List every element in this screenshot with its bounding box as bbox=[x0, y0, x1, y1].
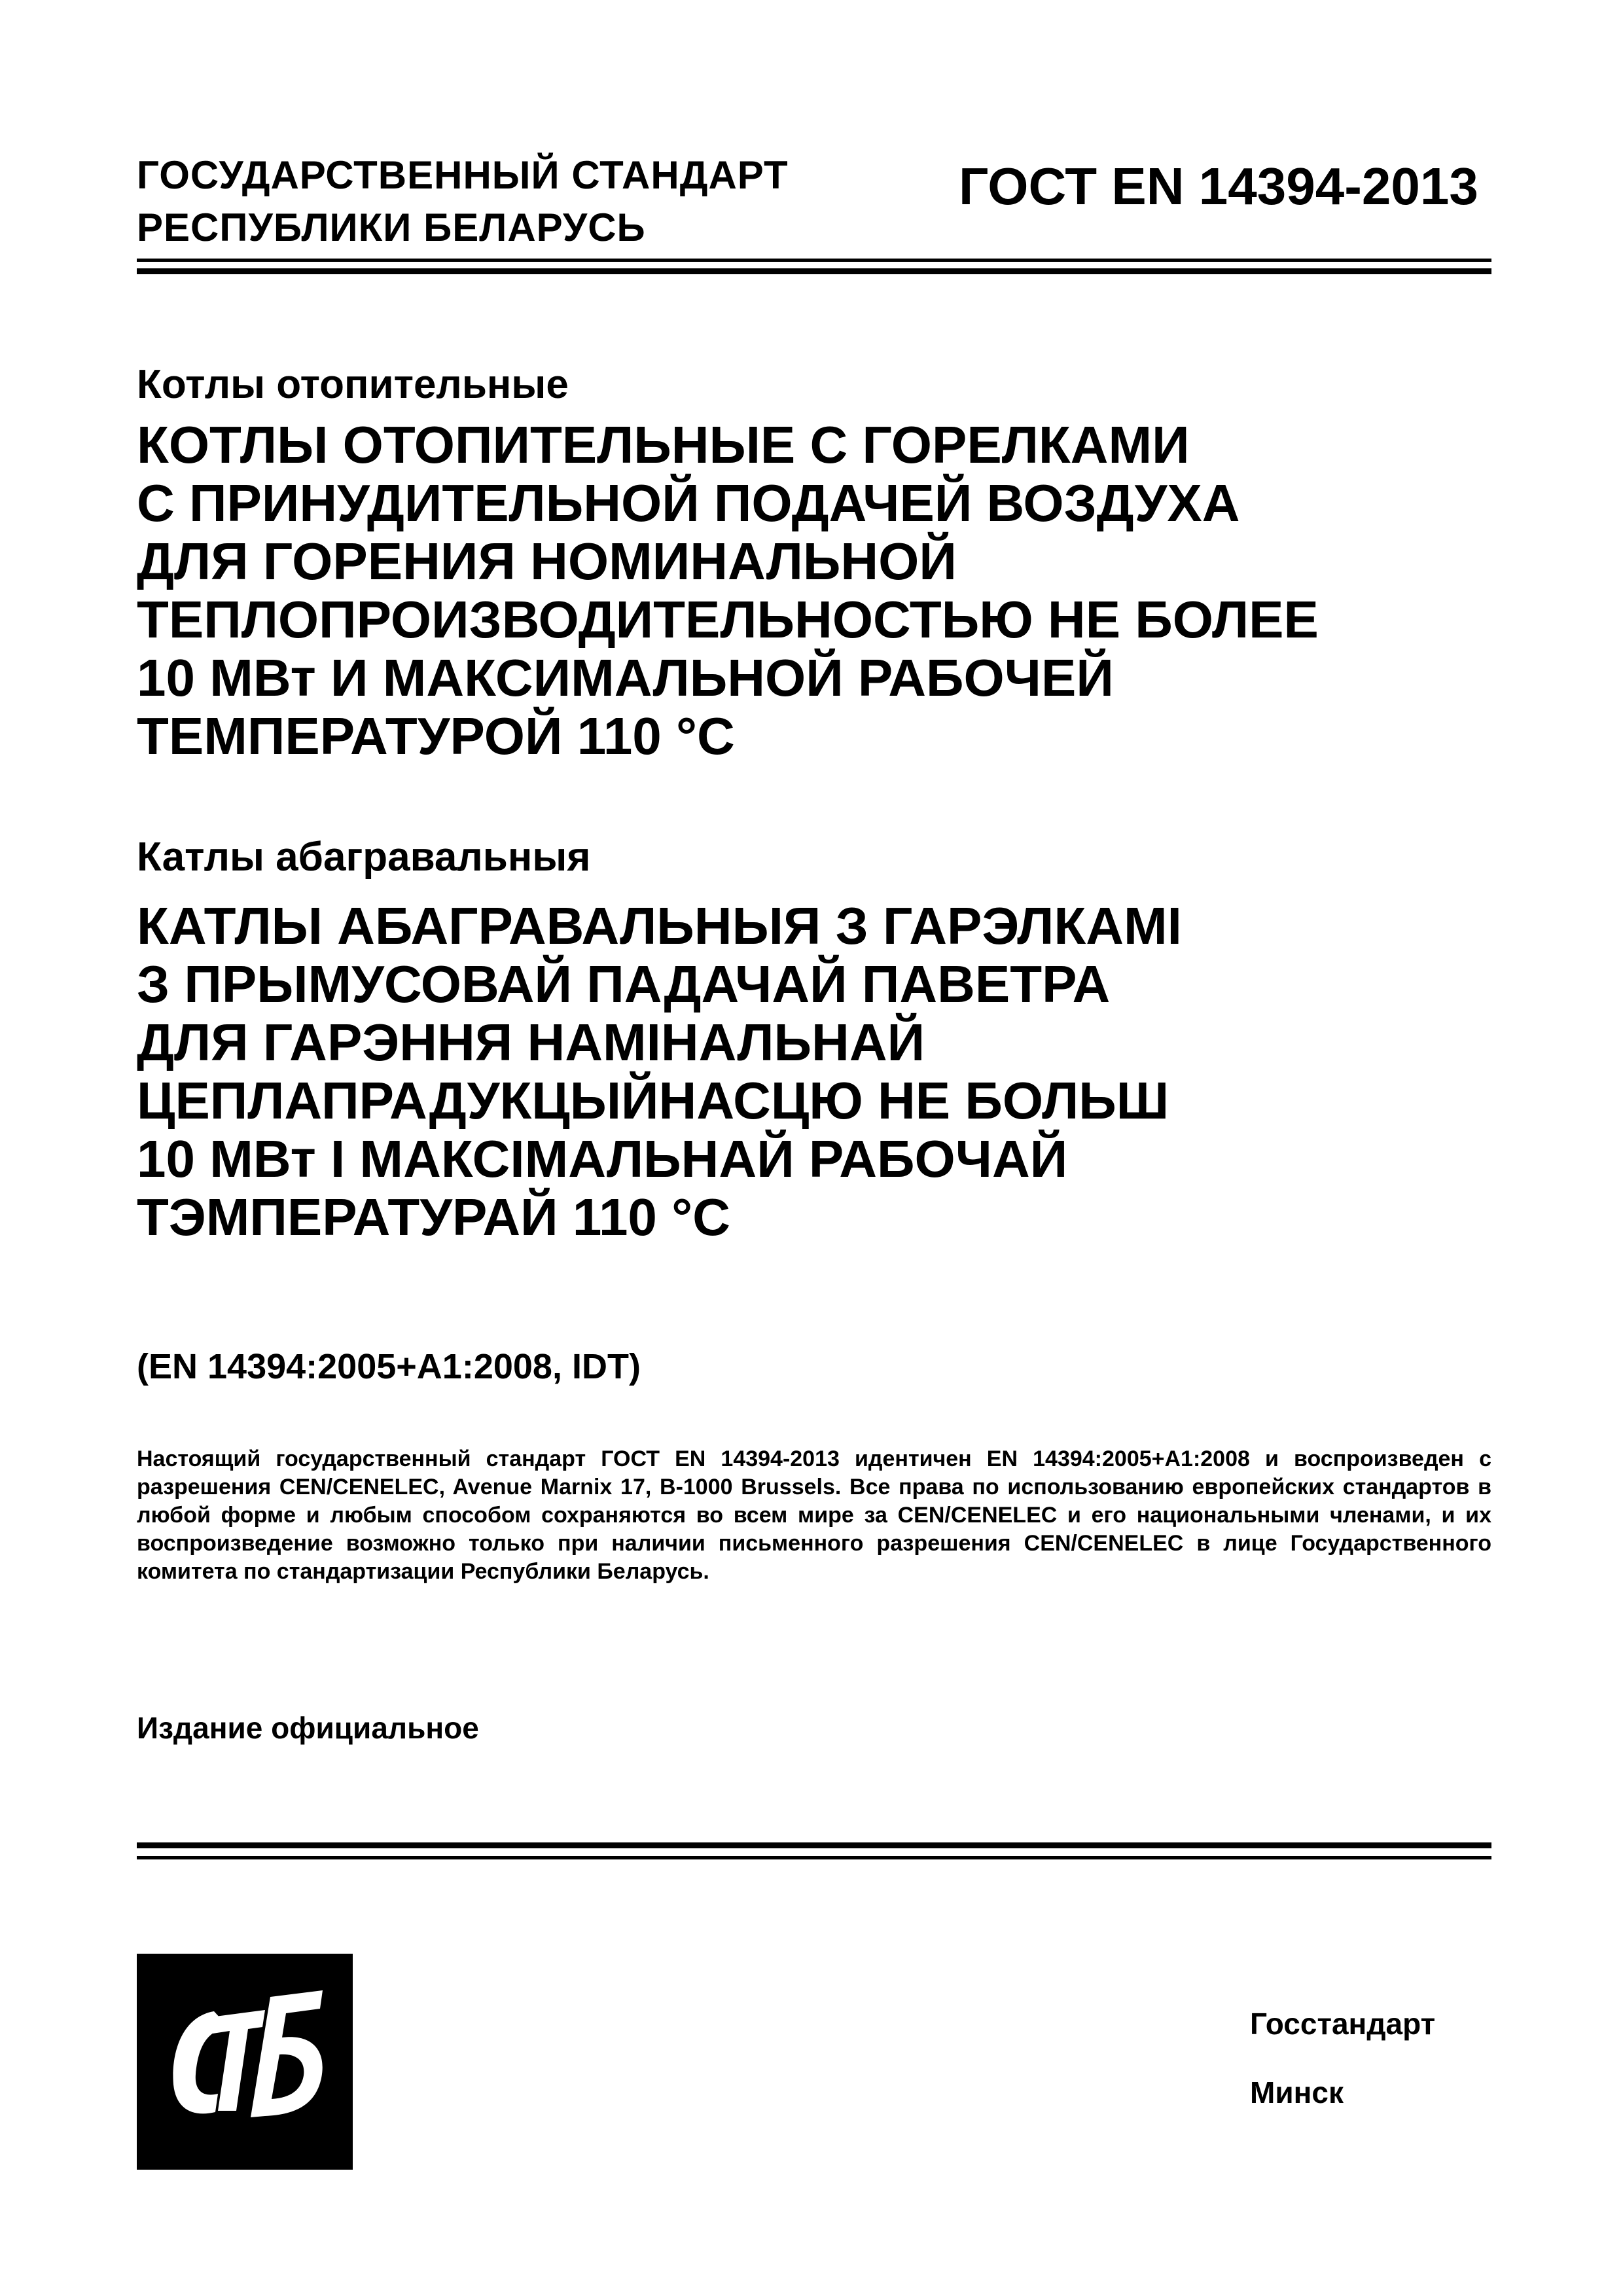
authority-line-2: РЕСПУБЛИКИ БЕЛАРУСЬ bbox=[137, 206, 646, 249]
belarusian-subtitle: Катлы абагравальныя bbox=[137, 834, 591, 880]
russian-title-line: ТЕМПЕРАТУРОЙ 110 °С bbox=[137, 707, 735, 765]
document-number: ГОСТ EN 14394-2013 bbox=[959, 157, 1478, 215]
russian-title bbox=[137, 416, 1319, 765]
belarusian-title-line: З ПРЫМУСОВАЙ ПАДАЧАЙ ПАВЕТРА bbox=[137, 955, 1111, 1013]
copyright-notice: Настоящий государственный стандарт ГОСТ EN 14394-2013 идентичен EN 14394:2005+A1:2008 и воспроизведен с разрешения CEN/CENELEC, Avenue Marnix 17, B-1000 Brussels. Все права по использованию европейских стандартов в любой форме и любым способом сохраняются во всем мире за CEN/CENELEC и его национальными членами, и их воспроизведение возможно только при наличии письменного разрешения CEN/CENELEC в лице Государственного комитета по стандартизации Республики Беларусь. bbox=[137, 1446, 1491, 1584]
russian-title-line: ТЕПЛОПРОИЗВОДИТЕЛЬНОСТЬЮ НЕ БОЛЕЕ bbox=[137, 590, 1319, 649]
header-divider-thick bbox=[137, 268, 1491, 274]
stb-logo bbox=[137, 1954, 353, 2170]
publisher-name: Госстандарт bbox=[1250, 2007, 1436, 2041]
stb-logo-icon bbox=[137, 1954, 353, 2170]
publication-city: Минск bbox=[1250, 2075, 1344, 2109]
footer-divider-thick bbox=[137, 1842, 1491, 1848]
belarusian-title-line: 10 МВт І МАКСІМАЛЬНАЙ РАБОЧАЙ bbox=[137, 1130, 1068, 1188]
russian-title-line: КОТЛЫ ОТОПИТЕЛЬНЫЕ С ГОРЕЛКАМИ bbox=[137, 416, 1190, 474]
footer-divider-thin bbox=[137, 1856, 1491, 1859]
belarusian-title-line: ТЭМПЕРАТУРАЙ 110 °С bbox=[137, 1188, 730, 1246]
standard-reference: (EN 14394:2005+A1:2008, IDT) bbox=[137, 1347, 641, 1386]
belarusian-title-line: КАТЛЫ АБАГРАВАЛЬНЫЯ З ГАРЭЛКАМІ bbox=[137, 897, 1182, 955]
russian-title-line: С ПРИНУДИТЕЛЬНОЙ ПОДАЧЕЙ ВОЗДУХА bbox=[137, 474, 1240, 532]
russian-title-line: ДЛЯ ГОРЕНИЯ НОМИНАЛЬНОЙ bbox=[137, 532, 957, 590]
authority-line-1: ГОСУДАРСТВЕННЫЙ СТАНДАРТ bbox=[137, 153, 789, 197]
edition-label: Издание официальное bbox=[137, 1711, 479, 1745]
belarusian-title-line: ЦЕПЛАПРАДУКЦЫЙНАСЦЮ НЕ БОЛЬШ bbox=[137, 1071, 1169, 1130]
russian-title-line: 10 МВт И МАКСИМАЛЬНОЙ РАБОЧЕЙ bbox=[137, 649, 1114, 707]
belarusian-title-line: ДЛЯ ГАРЭННЯ НАМІНАЛЬНАЙ bbox=[137, 1013, 925, 1071]
belarusian-title bbox=[137, 897, 1182, 1246]
russian-subtitle: Котлы отопительные bbox=[137, 362, 569, 407]
issuing-authority bbox=[137, 149, 789, 254]
header-divider-thin bbox=[137, 259, 1491, 262]
